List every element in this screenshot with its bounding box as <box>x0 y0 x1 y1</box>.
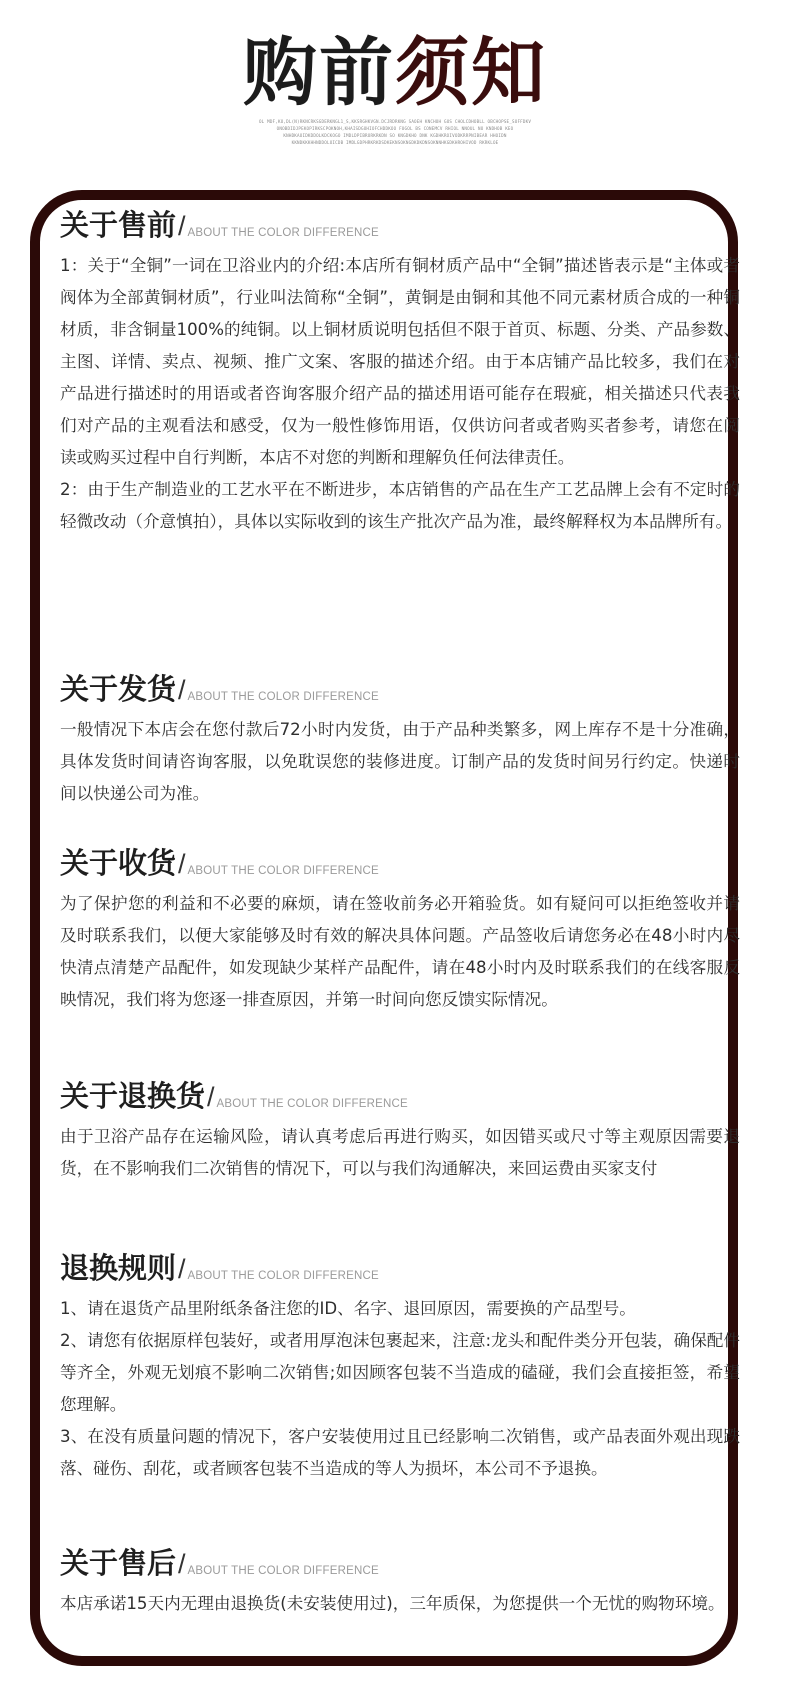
section-slash: / <box>178 1549 186 1579</box>
section-after-sale <box>60 1538 740 1620</box>
section-heading <box>60 664 740 708</box>
page-title <box>0 28 790 118</box>
section-title: 关于售前 <box>60 208 177 242</box>
section-subtitle: ABOUT THE COLOR DIFFERENCE <box>187 227 379 239</box>
section-heading <box>60 1071 740 1115</box>
fine-print <box>230 118 560 146</box>
section-title: 关于发货 <box>60 672 177 706</box>
paragraph: 1：关于“全铜”一词在卫浴业内的介绍:本店所有铜材质产品中“全铜”描述皆表示是“主体或者阀体为全部黄铜材质”，行业叫法简称“全铜”，黄铜是由铜和其他不同元素材质合成的一种铜材质，非含铜量100%的纯铜。以上铜材质说明包括但不限于首页、标题、分类、产品参数、主图、详情、卖点、视频、推广文案、客服的描述介绍。由于本店铺产品比较多，我们在对产品进行描述时的用语或者咨询客服介绍产品的描述用语可能存在瑕疵，相关描述只代表我们对产品的主观看法和感受，仅为一般性修饰用语，仅供访问者或者购买者参考，请您在阅读或购买过程中自行判断，本店不对您的判断和理解负任何法律责任。 <box>60 256 740 467</box>
section-slash: / <box>178 211 186 241</box>
section-receiving <box>60 838 740 1016</box>
section-title: 退换规则 <box>60 1251 177 1285</box>
section-body <box>60 714 740 810</box>
page-title-accent: 须知 <box>395 30 547 116</box>
section-slash: / <box>178 1254 186 1284</box>
section-title: 关于退换货 <box>60 1079 206 1113</box>
paragraph: 本店承诺15天内无理由退换货(未安装使用过)，三年质保，为您提供一个无忧的购物环境。 <box>60 1594 725 1613</box>
section-subtitle: ABOUT THE COLOR DIFFERENCE <box>187 1270 379 1282</box>
section-body <box>60 1588 740 1620</box>
paragraph: 为了保护您的利益和不必要的麻烦，请在签收前务必开箱验货。如有疑问可以拒绝签收并请及时联系我们，以便大家能够及时有效的解决具体问题。产品签收后请您务必在48小时内尽快清点清楚产品配件，如发现缺少某样产品配件，请在48小时内及时联系我们的在线客服反映情况，我们将为您逐一排查原因，并第一时间向您反馈实际情况。 <box>60 894 740 1009</box>
fine-print-line: OL MDF,KO,DL(N)RKNCRKSGDERKNGL1_S,KKSRGHKVGN.DCJRDRKNG SAOEH KNCHOH GOS CHOLCDHOBLL OBCHOPSE_SOFFDKV <box>258 119 532 124</box>
section-title: 关于售后 <box>60 1546 177 1580</box>
page-header <box>0 0 790 190</box>
page-title-main: 购前 <box>243 30 395 116</box>
section-slash: / <box>207 1082 215 1112</box>
paragraph: 2：由于生产制造业的工艺水平在不断进步，本店销售的产品在生产工艺品牌上会有不定时的轻微改动（介意慎拍），具体以实际收到的该生产批次产品为准，最终解释权为本品牌所有。 <box>60 480 740 531</box>
section-body <box>60 250 740 538</box>
fine-print-line: KNHDKAOIDKDDOLKDCKOGO IMDLDPIBRORKRKDN SO KNGDKHO DNK KGDHKROIVODKRRPNIBEAR HHOIDN <box>283 133 507 138</box>
section-slash: / <box>178 849 186 879</box>
section-body <box>60 1293 740 1485</box>
section-subtitle: ABOUT THE COLOR DIFFERENCE <box>187 1565 379 1577</box>
section-subtitle: ABOUT THE COLOR DIFFERENCE <box>187 691 379 703</box>
fine-print-line: KKNDKKKHHNDDOLOICDB IMDLGDPHRKRKDSDKEKNSOKNGDKDKDNSOKNNHKGDKHROHIVOD RKRKLOE <box>291 140 499 145</box>
section-title: 关于收货 <box>60 846 177 880</box>
section-slash: / <box>178 675 186 705</box>
section-heading <box>60 838 740 882</box>
section-body <box>60 888 740 1016</box>
section-heading <box>60 200 740 244</box>
section-body <box>60 1121 740 1185</box>
section-heading <box>60 1538 740 1582</box>
paragraph: 一般情况下本店会在您付款后72小时内发货，由于产品种类繁多，网上库存不是十分准确，具体发货时间请咨询客服，以免耽误您的装修进度。订制产品的发货时间另行约定。快递时间以快递公司为准。 <box>60 720 740 803</box>
section-returns <box>60 1071 740 1185</box>
section-shipping <box>60 664 740 810</box>
section-subtitle: ABOUT THE COLOR DIFFERENCE <box>187 865 379 877</box>
paragraph: 1、请在退货产品里附纸条备注您的ID、名字、退回原因，需要换的产品型号。 <box>60 1299 636 1318</box>
fine-print-line: ONOBDIDJPEKOPIRKSCPOKNOH,KHAISDGOHIOFCHDDKOO FOGOL BS CONEMCV RHIOL NNOUL NO KNDHOB KEO <box>276 126 514 131</box>
section-pre-sale <box>60 200 740 538</box>
paragraph: 由于卫浴产品存在运输风险，请认真考虑后再进行购买，如因错买或尺寸等主观原因需要退货，在不影响我们二次销售的情况下，可以与我们沟通解决，来回运费由买家支付 <box>60 1127 740 1178</box>
section-heading <box>60 1243 740 1287</box>
paragraph: 3、在没有质量问题的情况下，客户安装使用过且已经影响二次销售，或产品表面外观出现跌落、碰伤、刮花，或者顾客包装不当造成的等人为损坏，本公司不予退换。 <box>60 1427 740 1478</box>
paragraph: 2、请您有依据原样包装好，或者用厚泡沫包裹起来，注意:龙头和配件类分开包装，确保配件等齐全，外观无划痕不影响二次销售;如因顾客包装不当造成的磕碰，我们会直接拒签，希望您理解。 <box>60 1331 740 1414</box>
section-return-rules <box>60 1243 740 1485</box>
section-subtitle: ABOUT THE COLOR DIFFERENCE <box>216 1098 408 1110</box>
